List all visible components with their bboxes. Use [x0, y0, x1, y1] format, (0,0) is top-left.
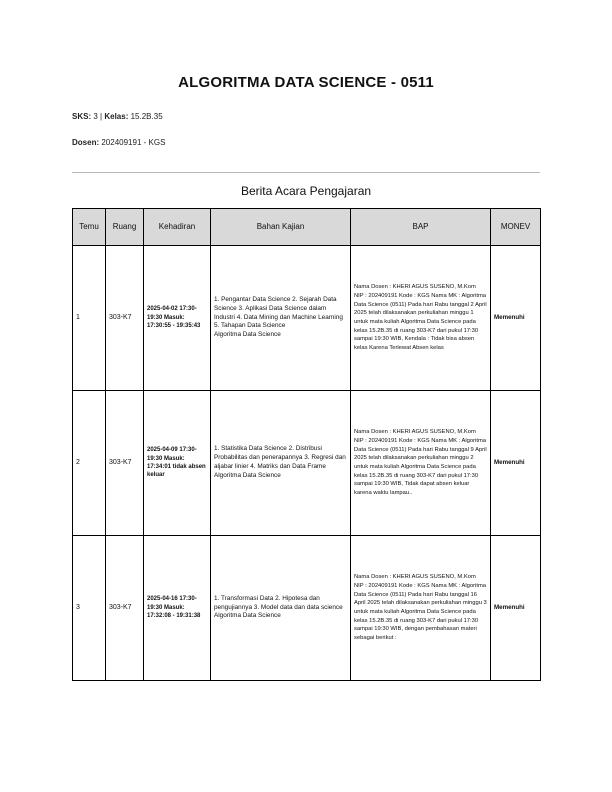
table-row: [73, 246, 541, 391]
cell-bahan-kajian: [211, 536, 351, 681]
header-bap: BAP: [351, 209, 491, 246]
cell-ruang: 303-K7: [106, 246, 144, 391]
header-kehadiran: Kehadiran: [144, 209, 211, 246]
cell-bahan-kajian: [211, 246, 351, 391]
bahan-topics: 1. Pengantar Data Science 2. Sejarah Data Science 3. Aplikasi Data Science dalam Industri 4. Data Mining dan Machine Learning 5. Tahapan Data Science: [214, 295, 343, 330]
kelas-value: 15.2B.35: [130, 112, 163, 121]
sks-kelas-line: [72, 112, 163, 121]
cell-temu: 3: [73, 536, 106, 681]
cell-kehadiran: 2025-04-09 17:30-19:30 Masuk: 17:34:01 tidak absen keluar: [144, 391, 211, 536]
cell-monev: Memenuhi: [491, 536, 541, 681]
cell-monev: Memenuhi: [491, 391, 541, 536]
cell-ruang: 303-K7: [106, 536, 144, 681]
dosen-value: 202409191 - KGS: [101, 138, 166, 147]
table-header-row: [73, 209, 541, 246]
bahan-course: Algoritma Data Science: [214, 612, 281, 620]
section-title: Berita Acara Pengajaran: [240, 184, 372, 198]
document-title: ALGORITMA DATA SCIENCE - 0511: [178, 74, 434, 91]
table-row: [73, 391, 541, 536]
bap-table: [72, 208, 541, 681]
bahan-topics: 1. Statistika Data Science 2. Distribusi Probabilitas dan penerapannya 3. Regresi dan aljabar linier 4. Matriks dan Data Frame: [214, 445, 346, 470]
cell-temu: 1: [73, 246, 106, 391]
cell-temu: 2: [73, 391, 106, 536]
cell-kehadiran: 2025-04-02 17:30-19:30 Masuk: 17:30:55 - 19:35:43: [144, 246, 211, 391]
cell-bap: Nama Dosen : KHERI AGUS SUSENO, M.Kom NIP : 202409191 Kode : KGS Nama MK : Algoritma Data Science (0511) Pada hari Rabu tanggal 2 April 2025 telah dilaksanakan perkuliahan minggu 1 untuk mata kuliah Algoritma Data Science pada kelas 15.2B.35 di ruang 303-K7 dari pukul 17:30 sampai 19:30 WIB, Kendala : Tidak bisa absen kelas Karena Terlewat Absen kelas: [351, 246, 491, 391]
bahan-topics: 1. Transformasi Data 2. Hipotesa dan pengujiannya 3. Model data dan data science: [214, 594, 343, 611]
separator: |: [100, 112, 103, 121]
header-monev: MONEV: [491, 209, 541, 246]
bahan-course: Algoritma Data Science: [214, 331, 281, 339]
cell-bahan-kajian: [211, 391, 351, 536]
sks-value: 3: [93, 112, 98, 121]
header-bahan-kajian: Bahan Kajian: [211, 209, 351, 246]
divider: [72, 172, 540, 173]
cell-monev: Memenuhi: [491, 246, 541, 391]
header-temu: Temu: [73, 209, 106, 246]
dosen-line: [72, 138, 165, 147]
cell-bap: Nama Dosen : KHERI AGUS SUSENO, M.Kom NIP : 202409191 Kode : KGS Nama MK : Algoritma Data Science (0511) Pada hari Rabu tanggal 9 April 2025 telah dilaksanakan perkuliahan minggu 2 untuk mata kuliah Algoritma Data Science pada kelas 15.2B.35 di ruang 303-K7 dari pukul 17:30 sampai 19:30 WIB, Tidak dapat absen keluar karena waktu lampau..: [351, 391, 491, 536]
cell-kehadiran: 2025-04-16 17:30-19:30 Masuk: 17:32:08 - 19:31:38: [144, 536, 211, 681]
kelas-label: Kelas:: [104, 112, 129, 121]
cell-bap: Nama Dosen : KHERI AGUS SUSENO, M.Kom NIP : 202409191 Kode : KGS Nama MK : Algoritma Data Science (0511) Pada hari Rabu tanggal 16 April 2025 telah dilaksanakan perkuliahan minggu 3 untuk mata kuliah Algoritma Data Science pada kelas 15.2B.35 di ruang 303-K7 dari pukul 17:30 sampai 19:30 WIB, dengan pembahasan materi sebagai berikut :: [351, 536, 491, 681]
sks-label: SKS:: [72, 112, 92, 121]
cell-ruang: 303-K7: [106, 391, 144, 536]
header-ruang: Ruang: [106, 209, 144, 246]
bahan-course: Algoritma Data Science: [214, 471, 281, 479]
dosen-label: Dosen:: [72, 138, 100, 147]
table-row: [73, 536, 541, 681]
